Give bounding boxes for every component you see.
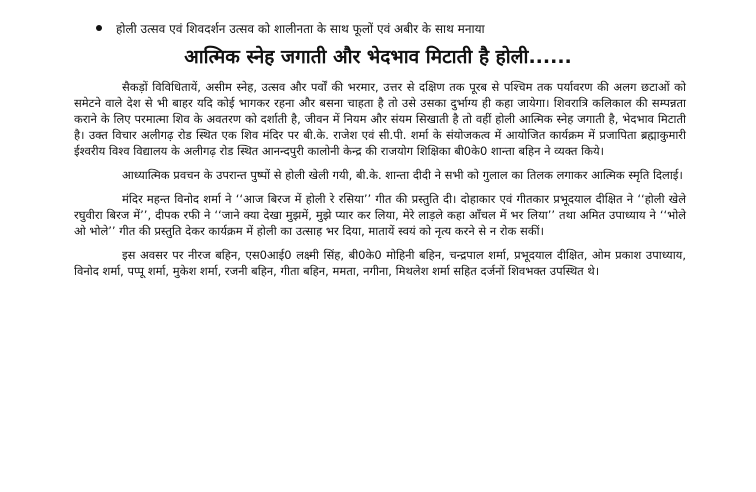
- paragraph-4: इस अवसर पर नीरज बहिन, एस0आई0 लक्ष्मी सिंह, बी0के0 मोहिनी बहिन, चन्द्रपाल शर्मा, प्रभूदयाल दीक्षित, ओम प्रकाश उपाध्याय, विनोद शर्मा, पप्पू शर्मा, मुकेश शर्मा, रजनी बहिन, गीता बहिन, ममता, नगीना, मिथलेश शर्मा सहित दर्जनों शिवभक्त उपस्थित थे।: [74, 248, 686, 278]
- summary-bullet-text: होली उत्सव एवं शिवदर्शन उत्सव को शालीनता के साथ फूलों एवं अबीर के साथ मनाया: [116, 22, 485, 36]
- paragraph-2: आध्यात्मिक प्रवचन के उपरान्त पुष्पों से होली खेली गयी, बी.के. शान्ता दीदी ने सभी को गुलाल का तिलक लगाकर आत्मिक स्मृति दिलाई।: [122, 168, 683, 182]
- paragraph-1: सैकड़ों विविधितायें, असीम स्नेह, उत्सव और पर्वों की भरमार, उत्तर से दक्षिण तक पूरब से पश्चिम तक पर्यावरण की अलग छटाओं को समेटने वाले देश से भी बाहर यदि कोई भागकर रहना और बसना चाहता है तो उसे उसका दुर्भाग्य ही कहा जायेगा। शिवरात्रि कलिकाल की सम्पन्नता कराने के लिए परमात्मा शिव के अवतरण को दर्शाती है, जीवन में नियम और संयम सिखाती है तो वहीं होली आत्मिक स्नेह जगाती है, भेदभाव मिटाती है। उक्त विचार अलीगढ़ रोड स्थित एक शिव मंदिर पर बी.के. राजेश एवं सी.पी. शर्मा के संयोजकत्व में आयोजित कार्यक्रम में प्रजापिता ब्रह्माकुमारी ईश्वरीय विश्व विद्यालय के अलीगढ़ रोड स्थित आनन्दपुरी कालोनी केन्द्र की राजयोग शिक्षिका बी0के0 शान्ता बहिन ने व्यक्त किये।: [74, 80, 686, 158]
- article-headline: आत्मिक स्नेह जगाती और भेदभाव मिटाती है होली......: [184, 46, 572, 68]
- article-body: [74, 79, 686, 287]
- summary-bullet: [96, 20, 736, 38]
- bullet-icon: [96, 25, 102, 31]
- paragraph-3: मंदिर महन्त विनोद शर्मा ने ‘‘आज बिरज में होली रे रसिया’’ गीत की प्रस्तुति दी। दोहाकार एवं गीतकार प्रभूदयाल दीक्षित ने ‘‘होली खेले रघुवीरा बिरज में’’, दीपक रफी ने ‘‘जाने क्या देखा मुझमें, मुझे प्यार कर लिया, मेरे लाड़ले कहा आँचल में भर लिया’’ तथा अमित उपाध्याय ने ‘‘भोले ओ भोले’’ गीत की प्रस्तुति देकर कार्यक्रम में होली का उत्साह भर दिया, मातायें स्वयं को नृत्य करने से न रोक सकीं।: [74, 192, 686, 238]
